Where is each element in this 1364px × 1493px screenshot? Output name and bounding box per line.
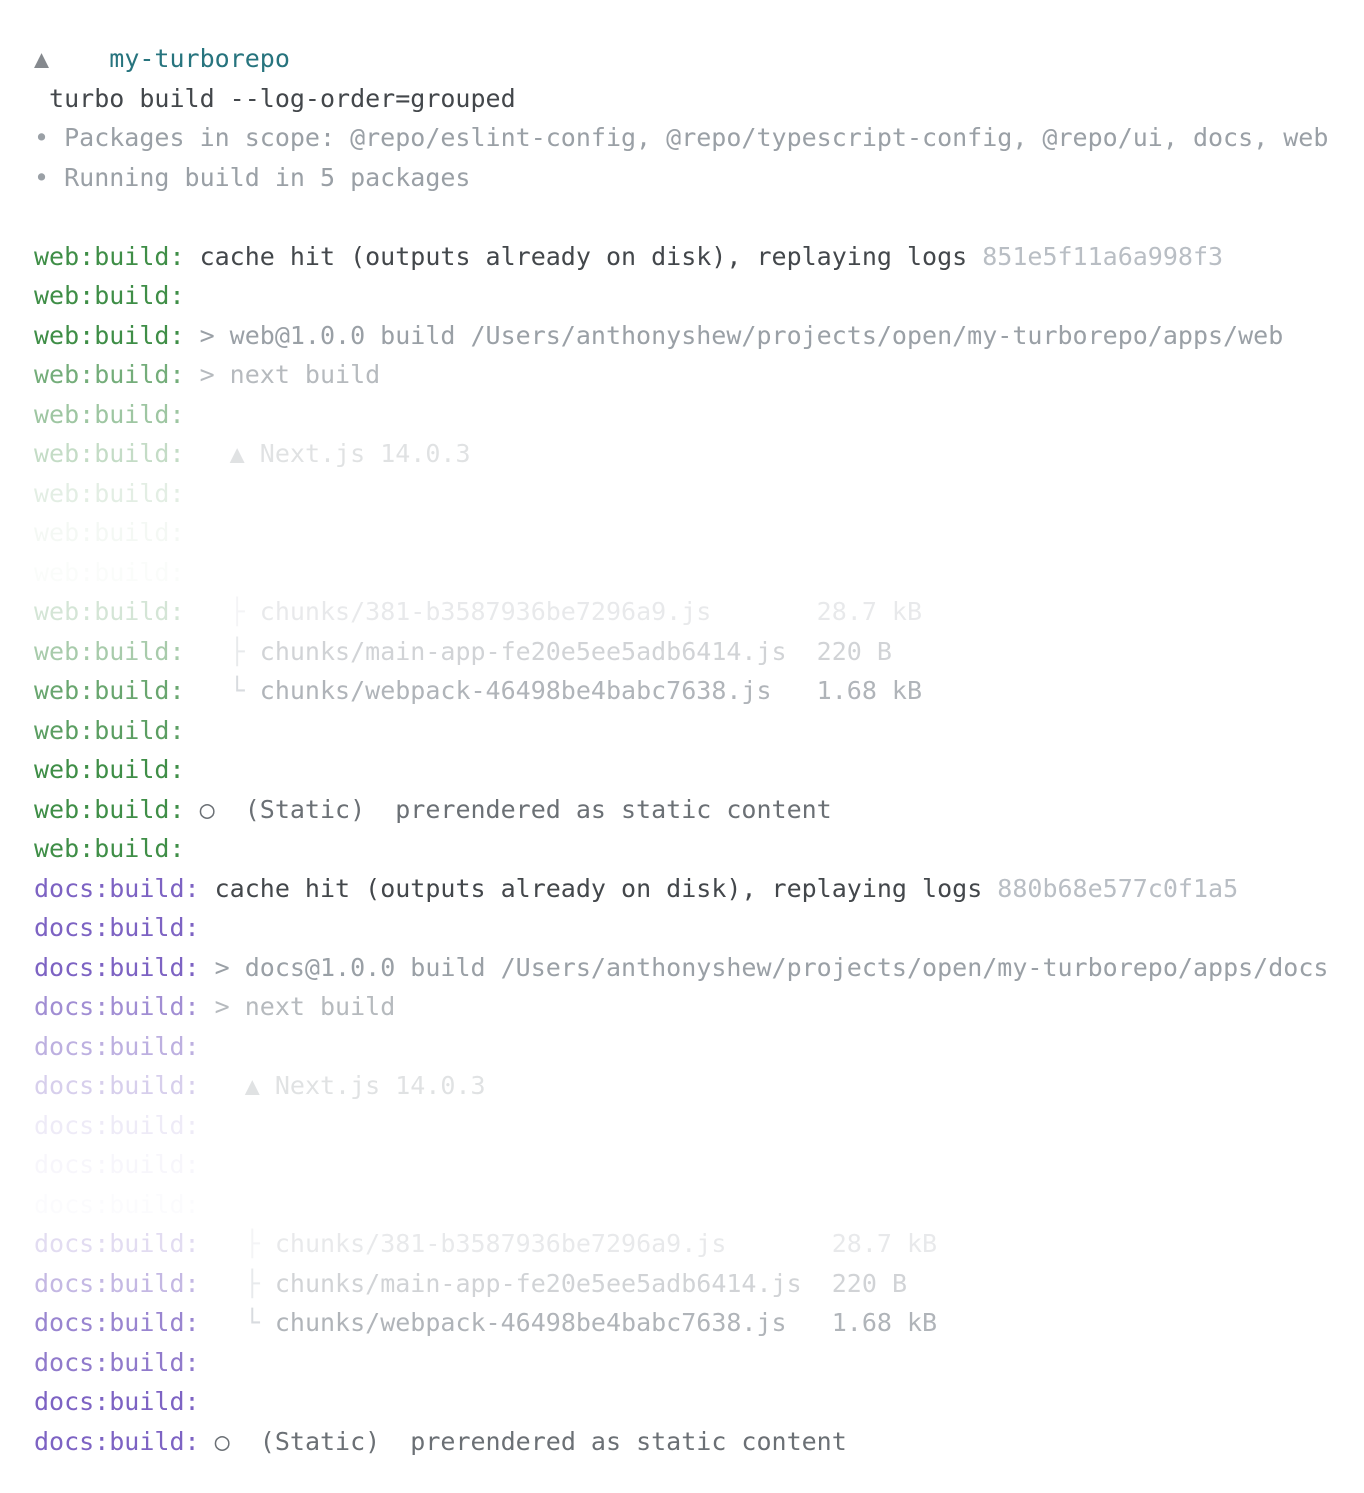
log-line-web-blank bbox=[34, 474, 1364, 514]
log-text bbox=[185, 637, 230, 666]
task-prefix-web: web:build: bbox=[34, 715, 185, 745]
task-prefix-web: web:build: bbox=[34, 794, 185, 824]
log-line-docs-blank bbox=[34, 1185, 1364, 1225]
task-prefix-docs: docs:build: bbox=[34, 1071, 200, 1101]
log-text bbox=[200, 1269, 245, 1298]
log-text bbox=[200, 1071, 245, 1100]
log-line-web-blank bbox=[34, 711, 1364, 751]
log-text: > next build bbox=[199, 992, 396, 1022]
task-prefix-docs bbox=[34, 1190, 200, 1219]
task-prefix-web: web:build: bbox=[34, 518, 185, 548]
log-text bbox=[185, 597, 230, 626]
task-prefix-web: web:build: bbox=[34, 478, 185, 508]
nextjs-logo-icon: ▲ bbox=[244, 1071, 260, 1101]
log-text: cache hit (outputs already on disk), replaying logs bbox=[184, 241, 983, 271]
task-prefix-docs: docs:build: bbox=[34, 952, 200, 982]
task-prefix-web: web:build: bbox=[34, 636, 185, 666]
task-prefix-web: web:build: bbox=[34, 281, 185, 311]
log-text: cache hit (outputs already on disk), replaying logs bbox=[199, 873, 998, 903]
blank-line bbox=[34, 197, 1364, 237]
log-line-web-blank bbox=[34, 829, 1364, 869]
task-prefix-docs: docs:build: bbox=[34, 1308, 200, 1338]
log-line-web-blank bbox=[34, 553, 1364, 593]
log-text: chunks/main-app-fe20e5ee5adb6414.js 220 B bbox=[259, 636, 892, 666]
nextjs-logo-icon: ▲ bbox=[229, 439, 245, 469]
static-circle-icon: ○ bbox=[199, 1426, 230, 1456]
task-prefix-web: web:build: bbox=[34, 834, 185, 864]
log-text: • Running build in 5 packages bbox=[34, 162, 471, 192]
log-text: chunks/webpack-46498be4babc7638.js 1.68 kB bbox=[259, 676, 923, 706]
log-line-web-nextjs-version bbox=[34, 434, 1364, 474]
repo-title-line bbox=[34, 39, 1364, 79]
log-text: > docs@1.0.0 build /Users/anthonyshew/projects/open/my-turborepo/apps/docs bbox=[199, 952, 1329, 982]
task-prefix-docs: docs:build: bbox=[34, 913, 200, 943]
log-text bbox=[49, 44, 109, 73]
log-line-docs-chunk-381 bbox=[34, 1224, 1364, 1264]
task-prefix-web: web:build: bbox=[34, 241, 185, 271]
expand-triangle-icon: ▲ bbox=[34, 44, 50, 74]
log-line-docs-static-legend bbox=[34, 1422, 1364, 1462]
task-prefix-docs: docs:build: bbox=[34, 1426, 200, 1456]
task-prefix-docs: docs:build: bbox=[34, 992, 200, 1022]
log-text bbox=[200, 1229, 245, 1258]
task-prefix-docs: docs:build: bbox=[34, 1387, 200, 1417]
log-text: chunks/381-b3587936be7296a9.js 28.7 kB bbox=[259, 597, 923, 627]
log-line-docs-next-build bbox=[34, 987, 1364, 1027]
log-line-docs-blank bbox=[34, 1145, 1364, 1185]
task-prefix-web: web:build: bbox=[34, 439, 185, 469]
log-line-web-build-script bbox=[34, 316, 1364, 356]
log-text: > next build bbox=[184, 360, 381, 390]
log-text: Next.js 14.0.3 bbox=[259, 1071, 486, 1101]
log-line-docs-blank bbox=[34, 1027, 1364, 1067]
log-line-web-next-build bbox=[34, 355, 1364, 395]
log-line-web-blank bbox=[34, 276, 1364, 316]
task-prefix-docs: docs:build: bbox=[34, 1347, 200, 1377]
log-line-docs-blank bbox=[34, 1106, 1364, 1146]
cache-hash-docs: 880b68e577c0f1a5 bbox=[997, 873, 1239, 903]
info-line-packages-in-scope bbox=[34, 118, 1364, 158]
log-line-web-chunk-381 bbox=[34, 592, 1364, 632]
info-line-running-build bbox=[34, 158, 1364, 198]
log-line-docs-blank bbox=[34, 1343, 1364, 1383]
command-text: turbo build --log-order=grouped bbox=[34, 83, 516, 113]
log-text: (Static) prerendered as static content bbox=[229, 1426, 847, 1456]
task-prefix-web: web:build: bbox=[34, 320, 185, 350]
tree-branch-icon: ├ bbox=[244, 1229, 275, 1259]
task-prefix-web: web:build: bbox=[34, 399, 185, 429]
static-circle-icon: ○ bbox=[184, 794, 215, 824]
log-line-docs-chunk-webpack bbox=[34, 1303, 1364, 1343]
log-line-web-blank bbox=[34, 750, 1364, 790]
log-line-docs-nextjs-version bbox=[34, 1066, 1364, 1106]
task-prefix-docs: docs:build: bbox=[34, 1268, 200, 1298]
tree-end-icon: └ bbox=[244, 1308, 275, 1338]
log-text bbox=[185, 676, 230, 705]
task-prefix-docs: docs:build: bbox=[34, 1150, 200, 1180]
log-text: chunks/main-app-fe20e5ee5adb6414.js 220 B bbox=[274, 1268, 907, 1298]
log-text bbox=[200, 1308, 245, 1337]
task-prefix-docs: docs:build: bbox=[34, 873, 200, 903]
log-line-web-blank bbox=[34, 395, 1364, 435]
log-text: chunks/381-b3587936be7296a9.js 28.7 kB bbox=[274, 1229, 938, 1259]
tree-branch-icon: ├ bbox=[229, 636, 260, 666]
tree-end-icon: └ bbox=[229, 676, 260, 706]
task-prefix-web bbox=[34, 558, 185, 587]
log-text bbox=[185, 439, 230, 468]
task-prefix-docs: docs:build: bbox=[34, 1110, 200, 1140]
cache-hash-web: 851e5f11a6a998f3 bbox=[982, 241, 1224, 271]
task-prefix-web: web:build: bbox=[34, 676, 185, 706]
repo-name: my-turborepo bbox=[109, 44, 290, 74]
log-line-web-blank bbox=[34, 513, 1364, 553]
command-line bbox=[34, 79, 1364, 119]
log-line-web-chunk-main-app bbox=[34, 632, 1364, 672]
task-prefix-web: web:build: bbox=[34, 755, 185, 785]
log-text: chunks/webpack-46498be4babc7638.js 1.68 kB bbox=[274, 1308, 938, 1338]
log-line-docs-blank bbox=[34, 1382, 1364, 1422]
log-text: (Static) prerendered as static content bbox=[214, 794, 832, 824]
task-prefix-docs: docs:build: bbox=[34, 1229, 200, 1259]
tree-branch-icon: ├ bbox=[244, 1268, 275, 1298]
task-prefix-web: web:build: bbox=[34, 360, 185, 390]
log-line-docs-build-script bbox=[34, 948, 1364, 988]
log-line-web-static-legend bbox=[34, 790, 1364, 830]
log-line-web-chunk-webpack bbox=[34, 671, 1364, 711]
log-line-docs-cache-hit bbox=[34, 869, 1364, 909]
log-text: > web@1.0.0 build /Users/anthonyshew/projects/open/my-turborepo/apps/web bbox=[184, 320, 1284, 350]
log-line-web-cache-hit bbox=[34, 237, 1364, 277]
log-line-docs-blank bbox=[34, 908, 1364, 948]
log-line-docs-chunk-main-app bbox=[34, 1264, 1364, 1304]
task-prefix-docs: docs:build: bbox=[34, 1031, 200, 1061]
tree-branch-icon: ├ bbox=[229, 597, 260, 627]
log-text: Next.js 14.0.3 bbox=[244, 439, 471, 469]
log-text: • Packages in scope: @repo/eslint-config, @repo/typescript-config, @repo/ui, docs, web bbox=[34, 123, 1329, 153]
task-prefix-web: web:build: bbox=[34, 597, 185, 627]
